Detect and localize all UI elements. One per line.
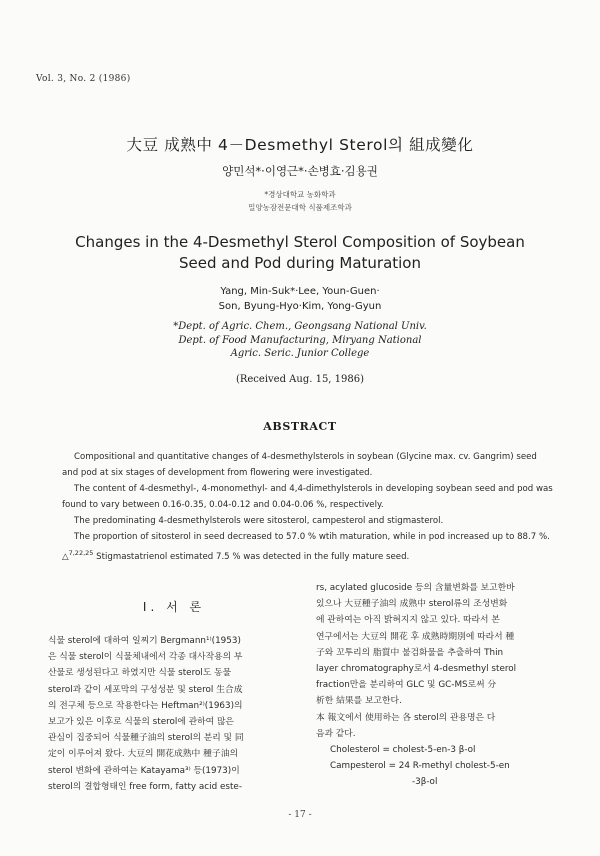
right-line: 음과 같다. xyxy=(316,728,356,739)
abstract-body xyxy=(62,449,554,565)
left-line: 의 전구체 등으로 작용한다는 Heftman²⁾(1963)의 xyxy=(48,700,243,711)
english-authors xyxy=(0,284,600,314)
english-affiliation-line-2: Dept. of Food Manufacturing, Miryang National xyxy=(178,334,422,346)
korean-title: 大豆 成熟中 4－Desmethyl Sterol의 組成變化 xyxy=(126,136,474,154)
section-heading-introduction: I. 서 론 xyxy=(142,600,206,614)
right-line: fraction만을 분리하여 GLC 및 GC-MS로써 分 xyxy=(316,680,497,691)
left-line: 관심이 집중되어 식물種子油의 sterol의 분리 및 同 xyxy=(48,733,244,744)
abstract-paragraph-2: The content of 4-desmethyl-, 4-monomethyl- and 4,4-dimethylsterols in developing soybean seed and pod was found to vary between 0.16-0.35, 0.04-0.12 and 0.04-0.06 %, respectively. xyxy=(62,484,553,510)
left-line: sterol의 결합형태인 free form, fatty acid este- xyxy=(48,781,242,792)
english-affiliation-line-3: Agric. Seric. Junior College xyxy=(230,348,370,359)
abstract-paragraph-4: The proportion of sitosterol in seed decreased to 57.0 % wtih maturation, while in pod increased up to 88.7 %. xyxy=(74,532,550,542)
english-title-line-2: Seed and Pod during Maturation xyxy=(178,254,421,272)
left-line: 식물 sterol에 대하여 일찌기 Bergmann¹⁾(1953) xyxy=(48,636,241,646)
english-affiliation-line-1: *Dept. of Agric. Chem., Geongsang National Univ. xyxy=(173,321,427,332)
formula-campesterol-cont: -3β-ol xyxy=(412,777,438,788)
right-column xyxy=(316,580,562,791)
english-authors-line-2: Son, Byung-Hyo·Kim, Yong-Gyun xyxy=(218,301,382,312)
right-line: rs, acylated glucoside 등의 含量변화를 보고한바 xyxy=(316,583,515,593)
formula-campesterol: Campesterol = 24 R-methyl cholest-5-en xyxy=(330,761,510,772)
right-line: 있으나 大豆種子油의 成熟中 sterol류의 조성변화 xyxy=(316,599,508,610)
page-number: - 17 - xyxy=(288,810,312,820)
right-line: 에 관하여는 아직 밝혀지지 않고 있다. 따라서 본 xyxy=(316,615,500,626)
left-line: 산물로 생성된다고 하였지만 식물 sterol도 동물 xyxy=(48,668,232,679)
abstract-heading: ABSTRACT xyxy=(263,420,337,433)
journal-volume: Vol. 3, No. 2 (1986) xyxy=(36,74,131,84)
left-line: sterol과 같이 세포막의 구성성분 및 sterol 生合成 xyxy=(48,684,243,695)
abstract-superscript: 7,22,25 xyxy=(68,549,94,557)
english-title xyxy=(0,232,600,274)
abstract-paragraph-3: The predominating 4-desmethylsterols were sitosterol, campesterol and stigmasterol. xyxy=(74,516,444,526)
left-column xyxy=(48,633,300,795)
triangle-symbol: △ xyxy=(62,551,69,562)
right-line: 연구에서는 大豆의 開花 후 成熟時期別에 따라서 種 xyxy=(316,631,515,642)
left-line: sterol 변화에 관하여는 Katayama³⁾ 등(1973)이 xyxy=(48,765,240,776)
english-title-line-1: Changes in the 4-Desmethyl Sterol Composition of Soybean xyxy=(75,233,525,251)
english-authors-line-1: Yang, Min-Suk*·Lee, Youn-Guen· xyxy=(220,286,380,297)
left-line: 보고가 있은 이후로 식물의 sterol에 관하여 많은 xyxy=(48,717,234,728)
english-affiliation xyxy=(0,320,600,361)
right-line: layer chromatography로서 4-desmethyl sterol xyxy=(316,664,517,675)
abstract-paragraph-5-text: Stigmastatrienol estimated 7.5 % was detected in the fully mature seed. xyxy=(93,551,410,562)
right-line: 析한 結果를 보고한다. xyxy=(316,696,402,707)
abstract-paragraph-5 xyxy=(62,545,554,565)
abstract-paragraph-1: Compositional and quantitative changes of 4-desmethylsterols in soybean (Glycine max. cv. Gangrim) seed and pod at six stages of development from flowering were investigated. xyxy=(62,452,537,478)
korean-affiliation-1: *경상대학교 농화학과 xyxy=(264,190,336,199)
korean-authors: 양민석*·이영근*·손병효·김용권 xyxy=(222,164,378,178)
received-date: (Received Aug. 15, 1986) xyxy=(235,374,365,385)
korean-affiliation-2: 밀양농잠전문대학 식품제조학과 xyxy=(248,203,352,212)
right-line: 本 報文에서 使用하는 各 sterol의 관용명은 다 xyxy=(316,712,496,723)
left-line: 定이 이루어져 왔다. 大豆의 開花成熟中 種子油의 xyxy=(48,749,239,760)
formula-cholesterol: Cholesterol = cholest-5-en-3 β-ol xyxy=(330,745,476,756)
right-line: 子와 꼬투리의 脂質中 불검화물을 추출하여 Thin xyxy=(316,647,504,658)
left-line: 은 식물 sterol이 식물체내에서 각종 대사작용의 부 xyxy=(48,652,243,663)
